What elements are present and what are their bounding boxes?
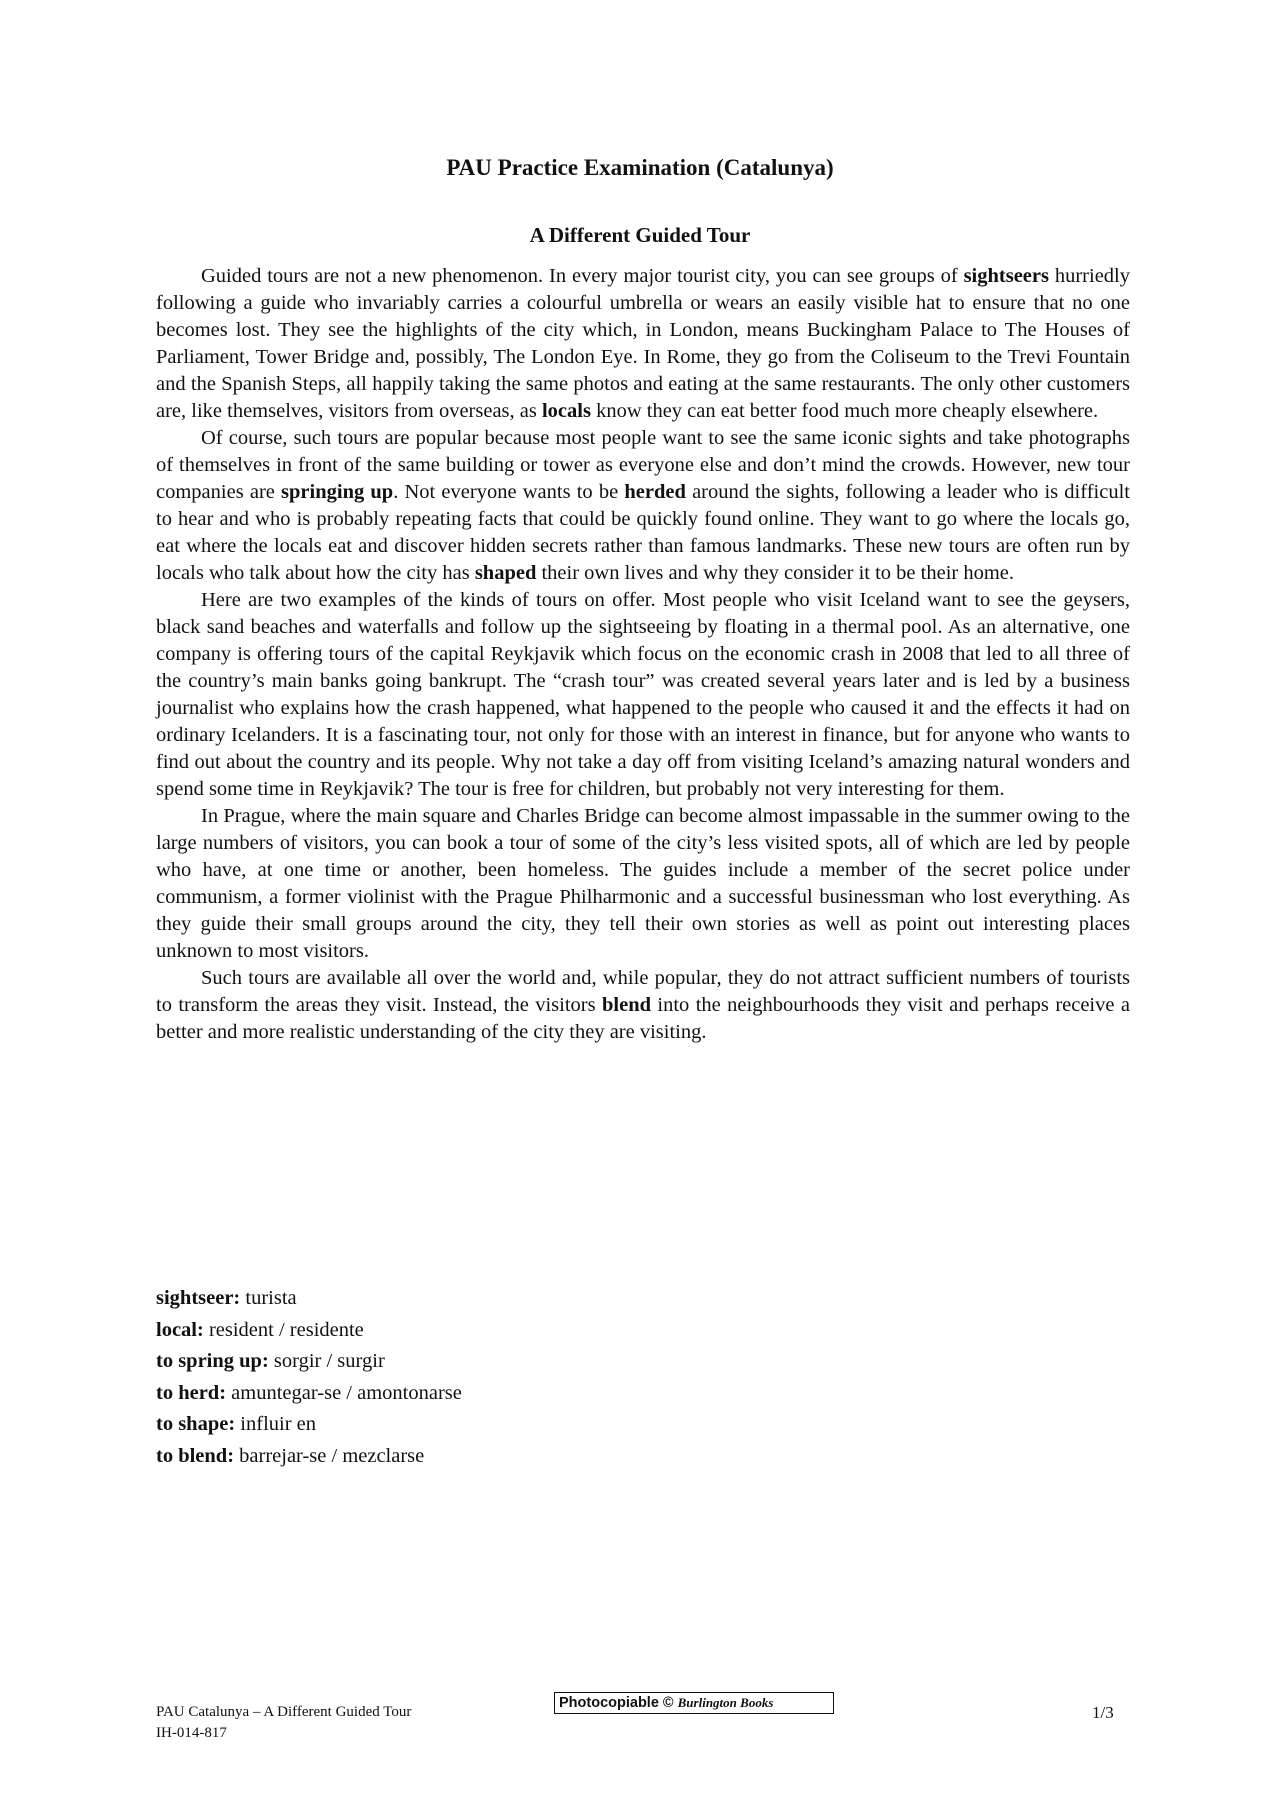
paragraph-text: . Not everyone wants to be <box>393 481 625 503</box>
footer-doc-title: PAU Catalunya – A Different Guided Tour <box>156 1704 412 1720</box>
glossary-entry <box>156 1441 1056 1473</box>
glossary-term: to shape: <box>156 1413 236 1435</box>
vocabulary-term: springing up <box>281 481 394 503</box>
paragraph-text: know they can eat better food much more cheaply elsewhere. <box>590 400 1099 422</box>
glossary-entry <box>156 1283 1056 1315</box>
paragraph-text: their own lives and why they consider it to be their home. <box>536 562 1015 584</box>
glossary-definition: sorgir / surgir <box>268 1350 385 1372</box>
glossary-definition: influir en <box>235 1413 317 1435</box>
article-paragraph <box>156 803 1130 965</box>
article-body <box>156 263 1130 1046</box>
page-number: 1/3 <box>1092 1703 1114 1722</box>
glossary-term: local: <box>156 1318 204 1341</box>
glossary-definition: amuntegar-se / amontonarse <box>226 1381 462 1404</box>
glossary-definition: barrejar-se / mezclarse <box>234 1444 425 1467</box>
glossary <box>156 1283 1056 1472</box>
footer-doc-code: IH-014-817 <box>156 1725 227 1741</box>
paragraph-text: Here are two examples of the kinds of tours on offer. Most people who visit Iceland want to see the geysers, black sand beaches and waterfalls and follow up the sightseeing by floating in a thermal pool. As an alternative, one company is offering tours of the capital Reykjavik which focus on the economic crash in 2008 that led to all three of the country’s main banks going bankrupt. The “crash tour” was created several years later and is led by a business journalist who explains how the crash happened, what happened to the people who caused it and the effects it had on ordinary Icelanders. It is a fascinating tour, not only for those with an interest in finance, but for anyone who wants to find out about the country and its people. Why not take a day off from visiting Iceland’s amazing natural wonders and spend some time in Reykjavik? The tour is free for children, but probably not very interesting for them. <box>156 589 1130 800</box>
glossary-term: to herd: <box>156 1381 227 1404</box>
paragraph-text: hurriedly following a guide who invariably carries a colourful umbrella or wears an easily visible hat to ensure that no one becomes lost. They see the highlights of the city which, in London, means Buckingham Palace to The Houses of Parliament, Tower Bridge and, possibly, The London Eye. In Rome, they go from the Coliseum to the Trevi Fountain and the Spanish Steps, all happily taking the same photos and eating at the same restaurants. The only other customers are, like themselves, visitors from overseas, as <box>156 265 1131 422</box>
vocabulary-term: blend <box>602 994 651 1016</box>
paragraph-text: around the sights, following a leader who is difficult to hear and who is probably repeating facts that could be quickly found online. They want to go where the locals go, eat where the locals eat and discover hidden secrets rather than famous landmarks. These new tours are often run by locals who talk about how the city has <box>156 481 1130 584</box>
glossary-term: sightseer: <box>156 1287 241 1309</box>
article-paragraph <box>156 965 1130 1046</box>
glossary-entry <box>156 1409 1056 1441</box>
vocabulary-term: herded <box>624 481 686 503</box>
publisher-name: Burlington Books <box>677 1695 774 1710</box>
article-paragraph <box>156 425 1130 587</box>
vocabulary-term: shaped <box>474 562 537 584</box>
paragraph-text: Guided tours are not a new phenomenon. In every major tourist city, you can see groups of <box>201 265 964 287</box>
article-paragraph <box>156 263 1130 425</box>
glossary-entry <box>156 1315 1056 1347</box>
paragraph-text: Such tours are available all over the world and, while popular, they do not attract sufficient numbers of tourists to transform the areas they visit. Instead, the visitors <box>156 967 1130 1016</box>
glossary-term: to blend: <box>156 1444 235 1467</box>
glossary-term: to spring up: <box>156 1350 269 1372</box>
vocabulary-term: sightseers <box>963 265 1049 287</box>
footer-doc-info <box>156 1702 411 1744</box>
photocopiable-label: Photocopiable © <box>559 1695 678 1711</box>
vocabulary-term: locals <box>541 400 591 422</box>
glossary-entry <box>156 1378 1056 1410</box>
article-title: A Different Guided Tour <box>529 223 751 247</box>
glossary-definition: turista <box>240 1287 297 1309</box>
paragraph-text: In Prague, where the main square and Charles Bridge can become almost impassable in the summer owing to the large numbers of visitors, you can book a tour of some of the city’s less visited spots, all of which are led by people who have, at one time or another, been homeless. The guides include a member of the secret police under communism, a former violinist with the Prague Philharmonic and a successful businessman who lost everything. As they guide their small groups around the city, they tell their own stories as well as point out interesting places unknown to most visitors. <box>156 805 1130 962</box>
article-paragraph <box>156 587 1130 803</box>
photocopiable-notice <box>554 1692 834 1714</box>
paragraph-text: into the neighbourhoods they visit and perhaps receive a better and more realistic understanding of the city they are visiting. <box>156 994 1130 1043</box>
glossary-definition: resident / residente <box>203 1318 364 1341</box>
exam-title: PAU Practice Examination (Catalunya) <box>446 155 834 180</box>
paragraph-text: Of course, such tours are popular because most people want to see the same iconic sights and take photographs of themselves in front of the same building or tower as everyone else and don’t mind the crowds. However, new tour companies are <box>156 427 1130 503</box>
glossary-entry <box>156 1346 1056 1378</box>
